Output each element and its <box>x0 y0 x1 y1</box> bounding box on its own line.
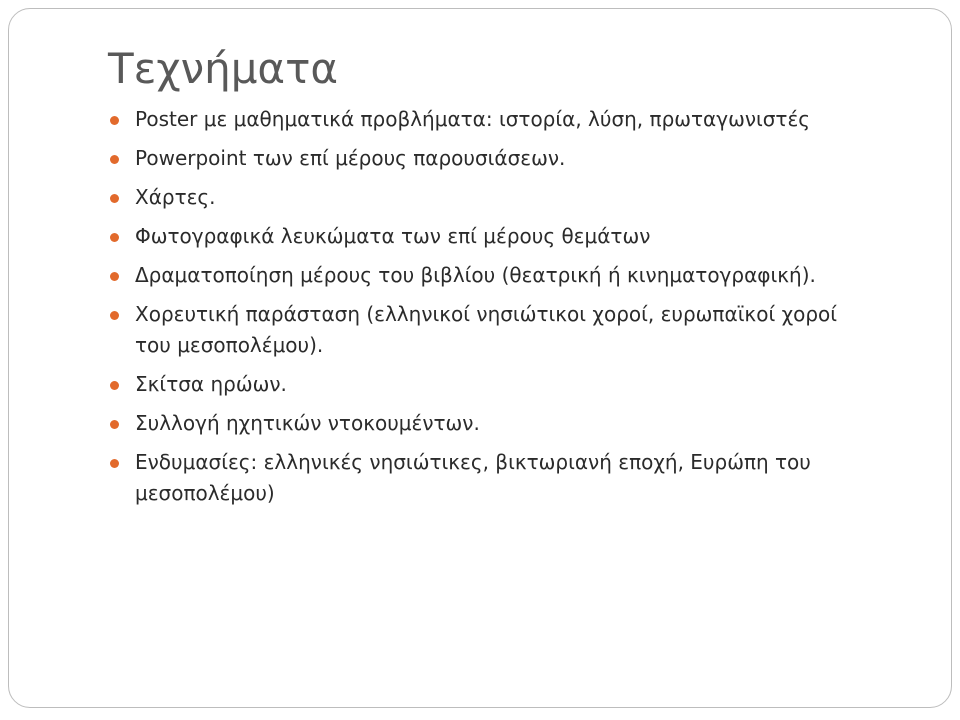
bullet-item <box>108 221 848 252</box>
bullet-dot-icon <box>110 311 119 320</box>
bullet-dot-icon <box>110 233 119 242</box>
bullet-dot-icon <box>110 116 119 125</box>
bullet-text: Συλλογή ηχητικών ντοκουμέντων. <box>135 411 480 435</box>
bullet-item <box>108 447 848 509</box>
bullet-item <box>108 299 848 361</box>
bullet-item <box>108 369 848 400</box>
bullet-text: Χορευτική παράσταση (ελληνικοί νησιώτικοι χοροί, ευρωπαϊκοί χοροί του μεσοπολέμου). <box>135 302 838 357</box>
bullet-dot-icon <box>110 272 119 281</box>
bullet-text: Ενδυμασίες: ελληνικές νησιώτικες, βικτωριανή εποχή, Ευρώπη του μεσοπολέμου) <box>135 450 811 505</box>
bullet-text: Δραματοποίηση μέρους του βιβλίου (θεατρική ή κινηματογραφική). <box>135 263 816 287</box>
bullet-list <box>108 104 848 517</box>
slide-title: Τεχνήματα <box>108 44 339 93</box>
bullet-text: Σκίτσα ηρώων. <box>135 372 287 396</box>
bullet-text: Φωτογραφικά λευκώματα των επί μέρους θεμάτων <box>135 224 651 248</box>
bullet-item <box>108 143 848 174</box>
bullet-text: Powerpoint των επί μέρους παρουσιάσεων. <box>135 146 566 170</box>
bullet-item <box>108 182 848 213</box>
bullet-dot-icon <box>110 381 119 390</box>
bullet-dot-icon <box>110 194 119 203</box>
bullet-dot-icon <box>110 420 119 429</box>
bullet-text: Χάρτες. <box>135 185 216 209</box>
bullet-item <box>108 260 848 291</box>
bullet-dot-icon <box>110 155 119 164</box>
bullet-item <box>108 408 848 439</box>
bullet-item <box>108 104 848 135</box>
bullet-text: Poster με μαθηματικά προβλήματα: ιστορία, λύση, πρωταγωνιστές <box>135 107 811 131</box>
bullet-dot-icon <box>110 459 119 468</box>
